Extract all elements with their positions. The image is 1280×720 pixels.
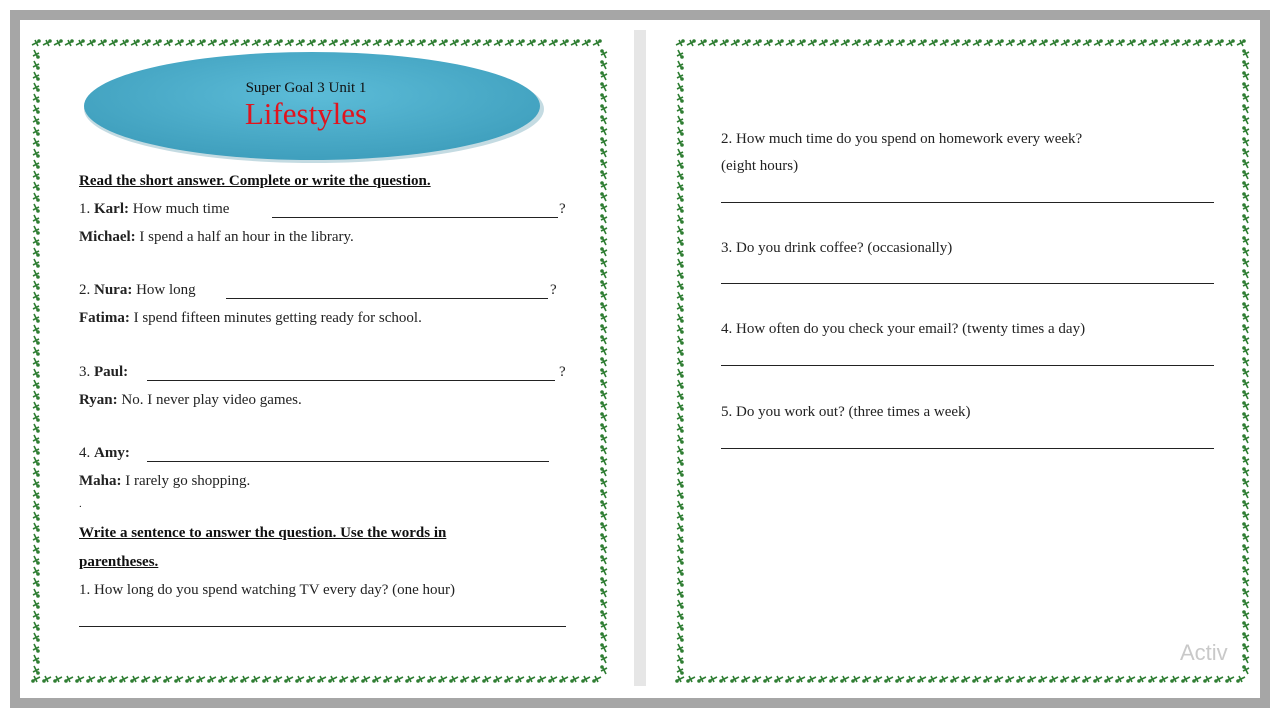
right-question-2: 2. How much time do you spend on homework every week? [721, 131, 1083, 147]
item-prompt: How long [136, 282, 196, 298]
item-responder: Fatima: [79, 310, 130, 326]
item-answer-text: No. I never play video games. [121, 392, 302, 408]
title-block [80, 80, 532, 131]
item2-question [79, 282, 196, 299]
item4-question [79, 445, 130, 462]
right-question-4: 4. How often do you check your email? (twenty times a day) [721, 321, 1086, 337]
section2-instruction-line2: parentheses. [79, 554, 159, 570]
item-number: 2. [79, 282, 91, 298]
activation-watermark: Activ [1180, 640, 1228, 665]
item-speaker: Paul: [94, 364, 129, 380]
item-responder: Maha: [79, 473, 122, 489]
item-responder: Michael: [79, 229, 136, 245]
item-number: 3. [79, 364, 91, 380]
item-answer-text: I spend a half an hour in the library. [139, 229, 354, 245]
answer-line-r3[interactable] [721, 283, 1214, 284]
answer-line-r4[interactable] [721, 365, 1214, 366]
item3-question [79, 364, 128, 381]
answer-line-r5[interactable] [721, 448, 1214, 449]
right-question-3: 3. Do you drink coffee? (occasionally) [721, 240, 953, 256]
section1-instruction: Read the short answer. Complete or write the question. [79, 173, 431, 189]
item1-answer [79, 229, 354, 246]
answer-line-r2[interactable] [721, 202, 1214, 203]
stray-dot: . [79, 498, 82, 510]
item1-question [79, 201, 229, 218]
item-number: 4. [79, 445, 91, 461]
item2-answer [79, 310, 422, 327]
item-answer-text: I rarely go shopping. [125, 473, 251, 489]
answer-line-2[interactable] [226, 298, 548, 299]
answer-line-3[interactable] [147, 380, 555, 381]
item-answer-text: I spend fifteen minutes getting ready for school. [133, 310, 422, 326]
section2-question-1: 1. How long do you spend watching TV every day? (one hour) [79, 582, 456, 598]
worksheet-subtitle: Super Goal 3 Unit 1 [245, 80, 367, 96]
item1-end: ? [559, 201, 566, 217]
item3-end: ? [559, 364, 566, 380]
item-number: 1. [79, 201, 91, 217]
worksheet-title: Lifestyles [244, 96, 368, 131]
answer-line-4[interactable] [147, 461, 549, 462]
item4-answer [79, 473, 250, 490]
item-speaker: Amy: [94, 445, 130, 461]
answer-line-s2-1[interactable] [79, 626, 566, 627]
item-speaker: Karl: [94, 201, 129, 217]
answer-line-1[interactable] [272, 217, 558, 218]
right-question-5: 5. Do you work out? (three times a week) [721, 404, 971, 420]
item2-end: ? [550, 282, 557, 298]
item3-answer [79, 392, 302, 409]
section2-instruction-line1: Write a sentence to answer the question. Use the words in [79, 525, 447, 541]
item-responder: Ryan: [79, 392, 118, 408]
item-speaker: Nura: [94, 282, 133, 298]
item-prompt: How much time [132, 201, 230, 217]
right-question-2-hint: (eight hours) [721, 158, 799, 174]
